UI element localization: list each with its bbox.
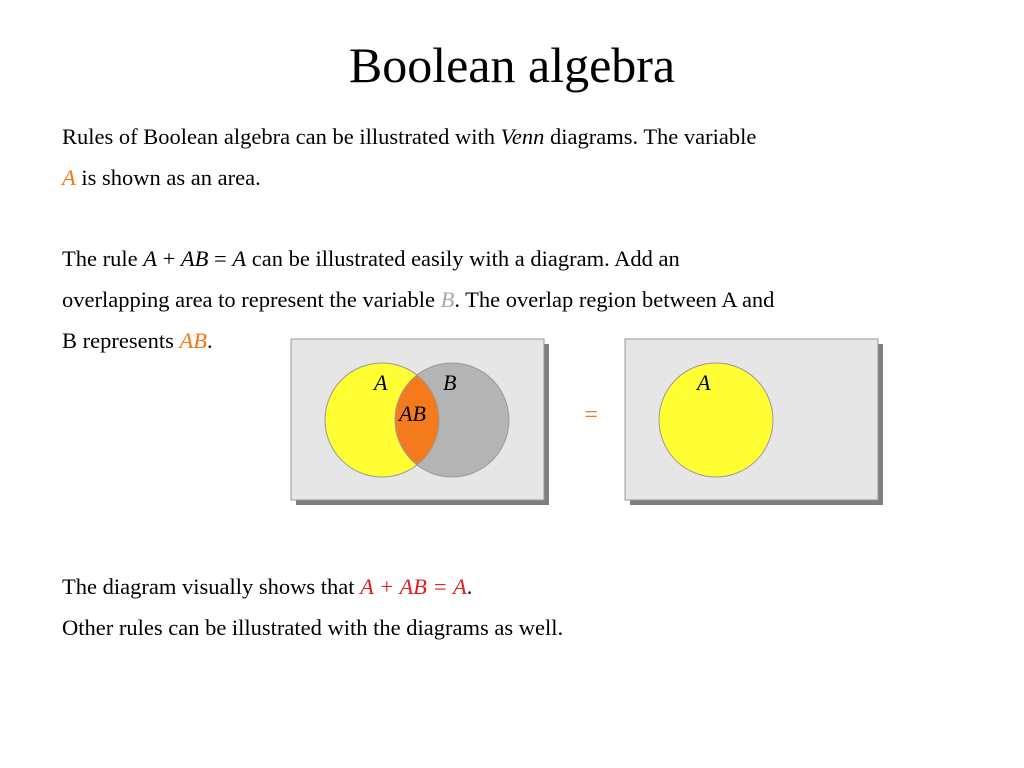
venn-diagram-a-plus-ab (290, 338, 550, 506)
intro-text-3: is shown as an area. (75, 165, 261, 190)
rule-formula-plus: + (156, 246, 181, 271)
rule-formula-a2: A (232, 246, 247, 271)
variable-ab-highlight: AB (179, 328, 207, 353)
rule-line-2 (62, 285, 774, 315)
conclusion-formula: A + AB = A (360, 574, 467, 599)
conclusion-text-2: . (466, 574, 473, 599)
rule-text-3: overlapping area to represent the variable (62, 287, 441, 312)
label-a: A (374, 370, 388, 395)
rule-text-5: B represents (62, 328, 180, 353)
rule-formula-ab: AB (180, 246, 209, 271)
conclusion-line-1 (62, 572, 472, 602)
circle-a (659, 363, 773, 477)
rule-text-4: . The overlap region between A and (454, 287, 775, 312)
label-b: B (443, 370, 457, 395)
label-ab: AB (399, 401, 426, 426)
variable-b-highlight: B (440, 287, 455, 312)
intro-line-2 (62, 163, 261, 193)
rule-line-3 (62, 326, 213, 356)
rule-formula-a: A (143, 246, 157, 271)
intro-line-1 (62, 122, 756, 152)
equals-sign: = (584, 402, 598, 428)
conclusion-line-2: Other rules can be illustrated with the diagrams as well. (62, 615, 564, 640)
rule-text-1: The rule (62, 246, 144, 271)
rule-line-1 (62, 244, 680, 274)
intro-text-1: Rules of Boolean algebra can be illustrated with (62, 124, 501, 149)
rule-formula-eq: = (208, 246, 233, 271)
intro-text-2: diagrams. The variable (544, 124, 757, 149)
label-a: A (697, 370, 711, 395)
venn-word: Venn (500, 124, 545, 149)
conclusion-text-1: The diagram visually shows that (62, 574, 361, 599)
rule-text-6: . (206, 328, 213, 353)
slide-title: Boolean algebra (348, 37, 676, 93)
venn-diagram-a (624, 338, 884, 506)
variable-a-highlight: A (62, 165, 76, 190)
rule-text-2: can be illustrated easily with a diagram. Add an (246, 246, 680, 271)
